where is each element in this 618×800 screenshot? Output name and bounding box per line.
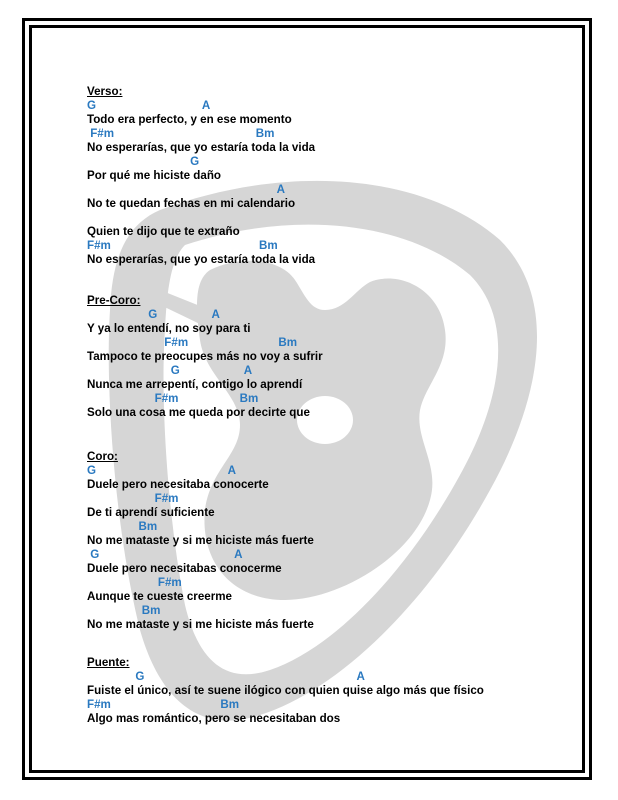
lyric-line: No esperarías, que yo estaría toda la vida (87, 253, 316, 266)
lyric-line: Duele pero necesitabas conocerme (87, 562, 282, 575)
lyric-line: Por qué me hiciste daño (87, 169, 222, 182)
section-title: Puente: (87, 656, 130, 669)
lyric-line: Fuiste el único, así te suene ilógico con quien quise algo más que físico (87, 684, 484, 697)
chord-line: F#m (87, 576, 182, 589)
lyric-line: No te quedan fechas en mi calendario (87, 197, 296, 210)
chord-line: F#m (87, 492, 179, 505)
lyric-line: Todo era perfecto, y en ese momento (87, 113, 292, 126)
chord-line: F#m Bm (87, 336, 298, 349)
lyric-line: No esperarías, que yo estaría toda la vida (87, 141, 316, 154)
chord-line: G A (87, 364, 253, 377)
section-title: Pre-Coro: (87, 294, 141, 307)
lyric-line: Duele pero necesitaba conocerte (87, 478, 269, 491)
lyric-line: Quien te dijo que te extraño (87, 225, 240, 238)
lyric-line: Tampoco te preocupes más no voy a sufrir (87, 350, 323, 363)
chord-line: G A (87, 670, 365, 683)
lyric-line: De ti aprendí suficiente (87, 506, 215, 519)
lyric-line: No me mataste y si me hiciste más fuerte (87, 534, 314, 547)
lyric-line: Solo una cosa me queda por decirte que (87, 406, 310, 419)
lyric-line: Aunque te cueste creerme (87, 590, 232, 603)
chord-line: G A (87, 308, 220, 321)
chord-line: F#m Bm (87, 698, 240, 711)
lyric-line: Nunca me arrepentí, contigo lo aprendí (87, 378, 303, 391)
chord-line: F#m Bm (87, 239, 278, 252)
chord-line: G A (87, 548, 243, 561)
chord-line: F#m Bm (87, 127, 275, 140)
chord-line: Bm (87, 520, 158, 533)
chord-line: G A (87, 464, 237, 477)
section-title: Verso: (87, 85, 123, 98)
chord-line: G (87, 155, 200, 168)
chord-line: A (87, 183, 285, 196)
lyric-line: Algo mas romántico, pero se necesitaban dos (87, 712, 341, 725)
chord-line: Bm (87, 604, 161, 617)
chord-line: F#m Bm (87, 392, 259, 405)
song-sheet (87, 0, 607, 800)
lyric-line: No me mataste y si me hiciste más fuerte (87, 618, 314, 631)
chord-line: G A (87, 99, 211, 112)
section-title: Coro: (87, 450, 118, 463)
lyric-line: Y ya lo entendí, no soy para ti (87, 322, 251, 335)
